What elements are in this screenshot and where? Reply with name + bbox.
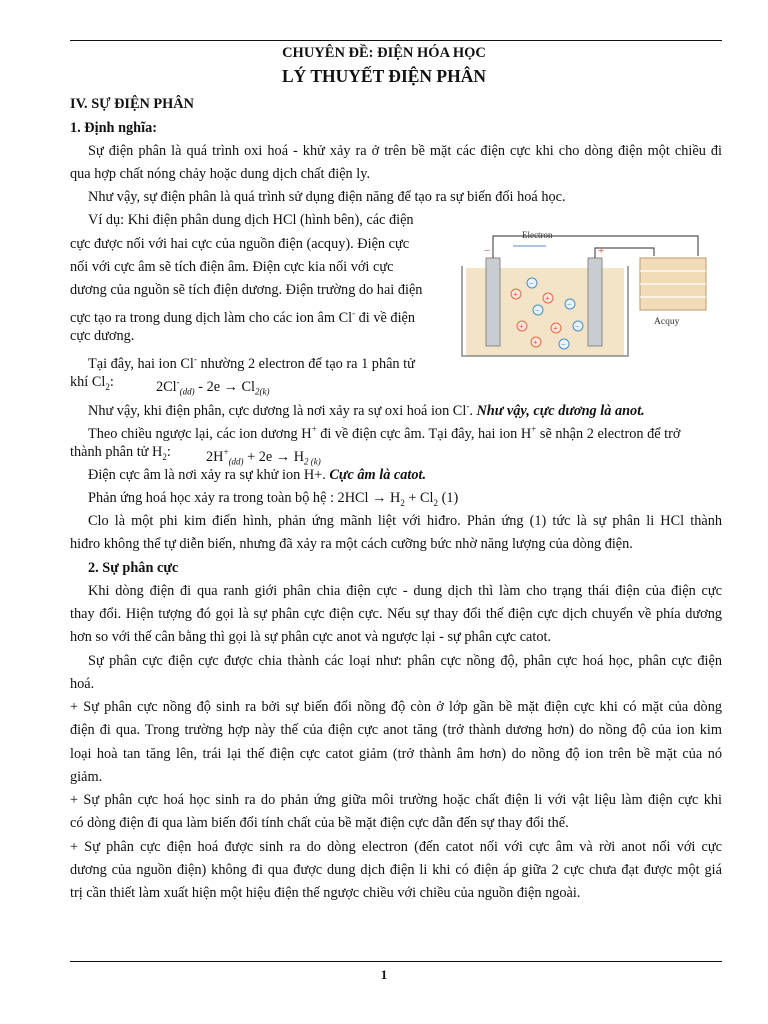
paragraph-line: thành phân tử $H_2$:: [70, 444, 171, 462]
paragraph-line: điện đi qua. Trong trường hợp này thế của điện cực anot tăng (trở thành dương hơn) do nồng độ của ion kim: [70, 722, 722, 738]
ion-anion: [573, 321, 583, 331]
paragraph-line: Như vậy, khi điện phân, cực dương là nơi xảy ra sự oxi hoá ion Cl-. Như vậy, cực dương là anot.: [88, 401, 645, 419]
battery-label: Acquy: [654, 317, 680, 327]
anode-electrode: [588, 258, 602, 346]
example-line: cực được nối với hai cực của nguồn điện (acquy). Điện cực: [70, 236, 410, 252]
paragraph-line: + Sự phân cực nồng độ sinh ra bởi sự biến đổi nồng độ còn ở lớp gần bề mặt điện cực khi có mặt của dòng: [70, 699, 722, 715]
page-title: LÝ THUYẾT ĐIỆN PHÂN: [281, 66, 487, 86]
svg-text:+: +: [533, 338, 538, 347]
svg-text:+: +: [519, 322, 524, 331]
ion-cation: [511, 289, 521, 299]
paragraph-line: Sự phân cực điện cực được chia thành các loại như: phân cực nồng độ, phân cực hoá học, phân cực điện: [88, 653, 722, 669]
ion-cation: [551, 323, 561, 333]
cathode-electrode: [486, 258, 500, 346]
ion-anion: [559, 339, 569, 349]
paragraph-line: hoá.: [70, 676, 95, 692]
paragraph-line: + Sự phân cực hoá học sinh ra do phản ứng giữa môi trường hoặc chất điện li với vật liệu làm điện cực khi: [70, 792, 722, 808]
svg-text:+: +: [513, 290, 518, 299]
electron-label: Electron: [522, 230, 553, 240]
paragraph-line: dương của nguồn điện) không đi qua được dung dịch điện li khi có điện áp giữa 2 cực chưa đạt được một giá: [70, 862, 722, 878]
paragraph-line: Phản ứng hoá học xảy ra trong toàn bộ hệ : $2HCl \to H_2 + Cl_2$ (1): [88, 490, 459, 508]
svg-text:−: −: [529, 279, 534, 288]
page-number: 1: [380, 967, 388, 982]
electrolysis-diagram: [458, 218, 720, 358]
svg-text:+: +: [553, 324, 558, 333]
paragraph-line: Như vậy, sự điện phân là quá trình sử dụng điện năng để tạo ra sự biến đổi hoá học.: [88, 189, 566, 205]
paragraph-line: khí $Cl_2$:: [70, 374, 114, 392]
plus-sign: +: [598, 245, 605, 257]
paragraph-line: có dòng điện đi qua làm biến đổi tính chất của bề mặt điện cực dẫn đến sự thay đổi thế.: [70, 815, 569, 831]
paragraph-line: Clo là một phi kim điển hình, phản ứng mãnh liệt với hiđro. Phản ứng (1) tức là sự phân li HCl thành: [88, 513, 722, 529]
ion-cation: [517, 321, 527, 331]
footer-rule: [70, 961, 722, 962]
paragraph-line: qua hợp chất nóng chảy hoặc dung dịch chất điện ly.: [70, 166, 371, 182]
svg-text:−: −: [575, 322, 580, 331]
paragraph-line: Điện cực âm là nơi xảy ra sự khử ion H+. Cực âm là catot.: [88, 467, 427, 483]
paragraph-line: giảm.: [70, 769, 103, 785]
section-heading: IV. SỰ ĐIỆN PHÂN: [70, 96, 194, 112]
subsection-heading-2: 2. Sự phân cực: [88, 560, 179, 576]
svg-text:−: −: [567, 300, 572, 309]
svg-text:−: −: [561, 340, 566, 349]
svg-text:+: +: [545, 294, 550, 303]
equation-anode: $2Cl^-_{(dd)} - 2e \to Cl_{2(k)}$: [156, 377, 270, 397]
ion-anion: [565, 299, 575, 309]
example-line: cực dương.: [70, 328, 135, 344]
paragraph-line: + Sự phân cực điện hoá được sinh ra do dòng electron (đến catot nối với cực âm và rời anot nối với cực: [70, 839, 722, 855]
paragraph-line: hơn so với thế cân bằng thì gọi là sự phân cực anot và ngược lại - sự phân cực catot.: [70, 629, 552, 645]
paragraph-line: hiđro không thể tự diễn biến, nhưng đã xảy ra một cách cưỡng bức nhờ năng lượng của dòng điện.: [70, 536, 633, 552]
topic-heading: CHUYÊN ĐỀ: ĐIỆN HÓA HỌC: [282, 45, 486, 61]
example-line: nối với cực âm sẽ tích điện âm. Điện cực kia nối với cực: [70, 259, 394, 275]
paragraph-line: Tại đây, hai ion Cl- nhường 2 electron để tạo ra 1 phân tử: [88, 354, 415, 372]
ion-cation: [543, 293, 553, 303]
ion-anion: [533, 305, 543, 315]
paragraph-line: thay đổi. Hiện tượng đó gọi là sự phân cực điện cực. Nếu sự thay đổi thế điện cực dịch chuyển về phía dương: [70, 606, 722, 622]
ion-cation: [531, 337, 541, 347]
subsection-heading-1: 1. Định nghĩa:: [70, 120, 158, 136]
svg-text:−: −: [535, 306, 540, 315]
paragraph-line: Sự điện phân là quá trình oxi hoá - khử xảy ra ở trên bề mặt các điện cực khi cho dòng điện một chiều đi: [88, 143, 722, 159]
paragraph-line: Theo chiều ngược lại, các ion dương H+ đi về điện cực âm. Tại đây, hai ion H+ sẽ nhận 2 electron để trở: [88, 424, 681, 442]
paragraph-line: Khi dòng điện đi qua ranh giới phân chia điện cực - dung dịch thì làm cho trạng thái điện của điện cực: [88, 583, 722, 599]
paragraph-line: trị cần thiết làm xuất hiện một hiệu điện thế ngược chiều với chiều của nguồn điện ngoài.: [70, 885, 581, 901]
header-rule: [70, 40, 722, 41]
example-line: Ví dụ: Khi điện phân dung dịch HCl (hình bên), các điện: [88, 212, 414, 228]
ion-anion: [527, 278, 537, 288]
example-line: dương của nguồn sẽ tích điện dương. Điện trường do hai điện: [70, 282, 423, 298]
example-line: cực tạo ra trong dung dịch làm cho các ion âm Cl- đi về điện: [70, 308, 416, 326]
paragraph-line: loại hoà tan tăng lên, trái lại thế điện cực catot giảm (trở thành âm hơn) do nồng độ ion trên bề mặt của nó: [70, 746, 722, 762]
equation-cathode: $2H^+_{(dd)} + 2e \to H_{2 (k)}$: [206, 447, 321, 467]
minus-sign: −: [484, 245, 491, 257]
